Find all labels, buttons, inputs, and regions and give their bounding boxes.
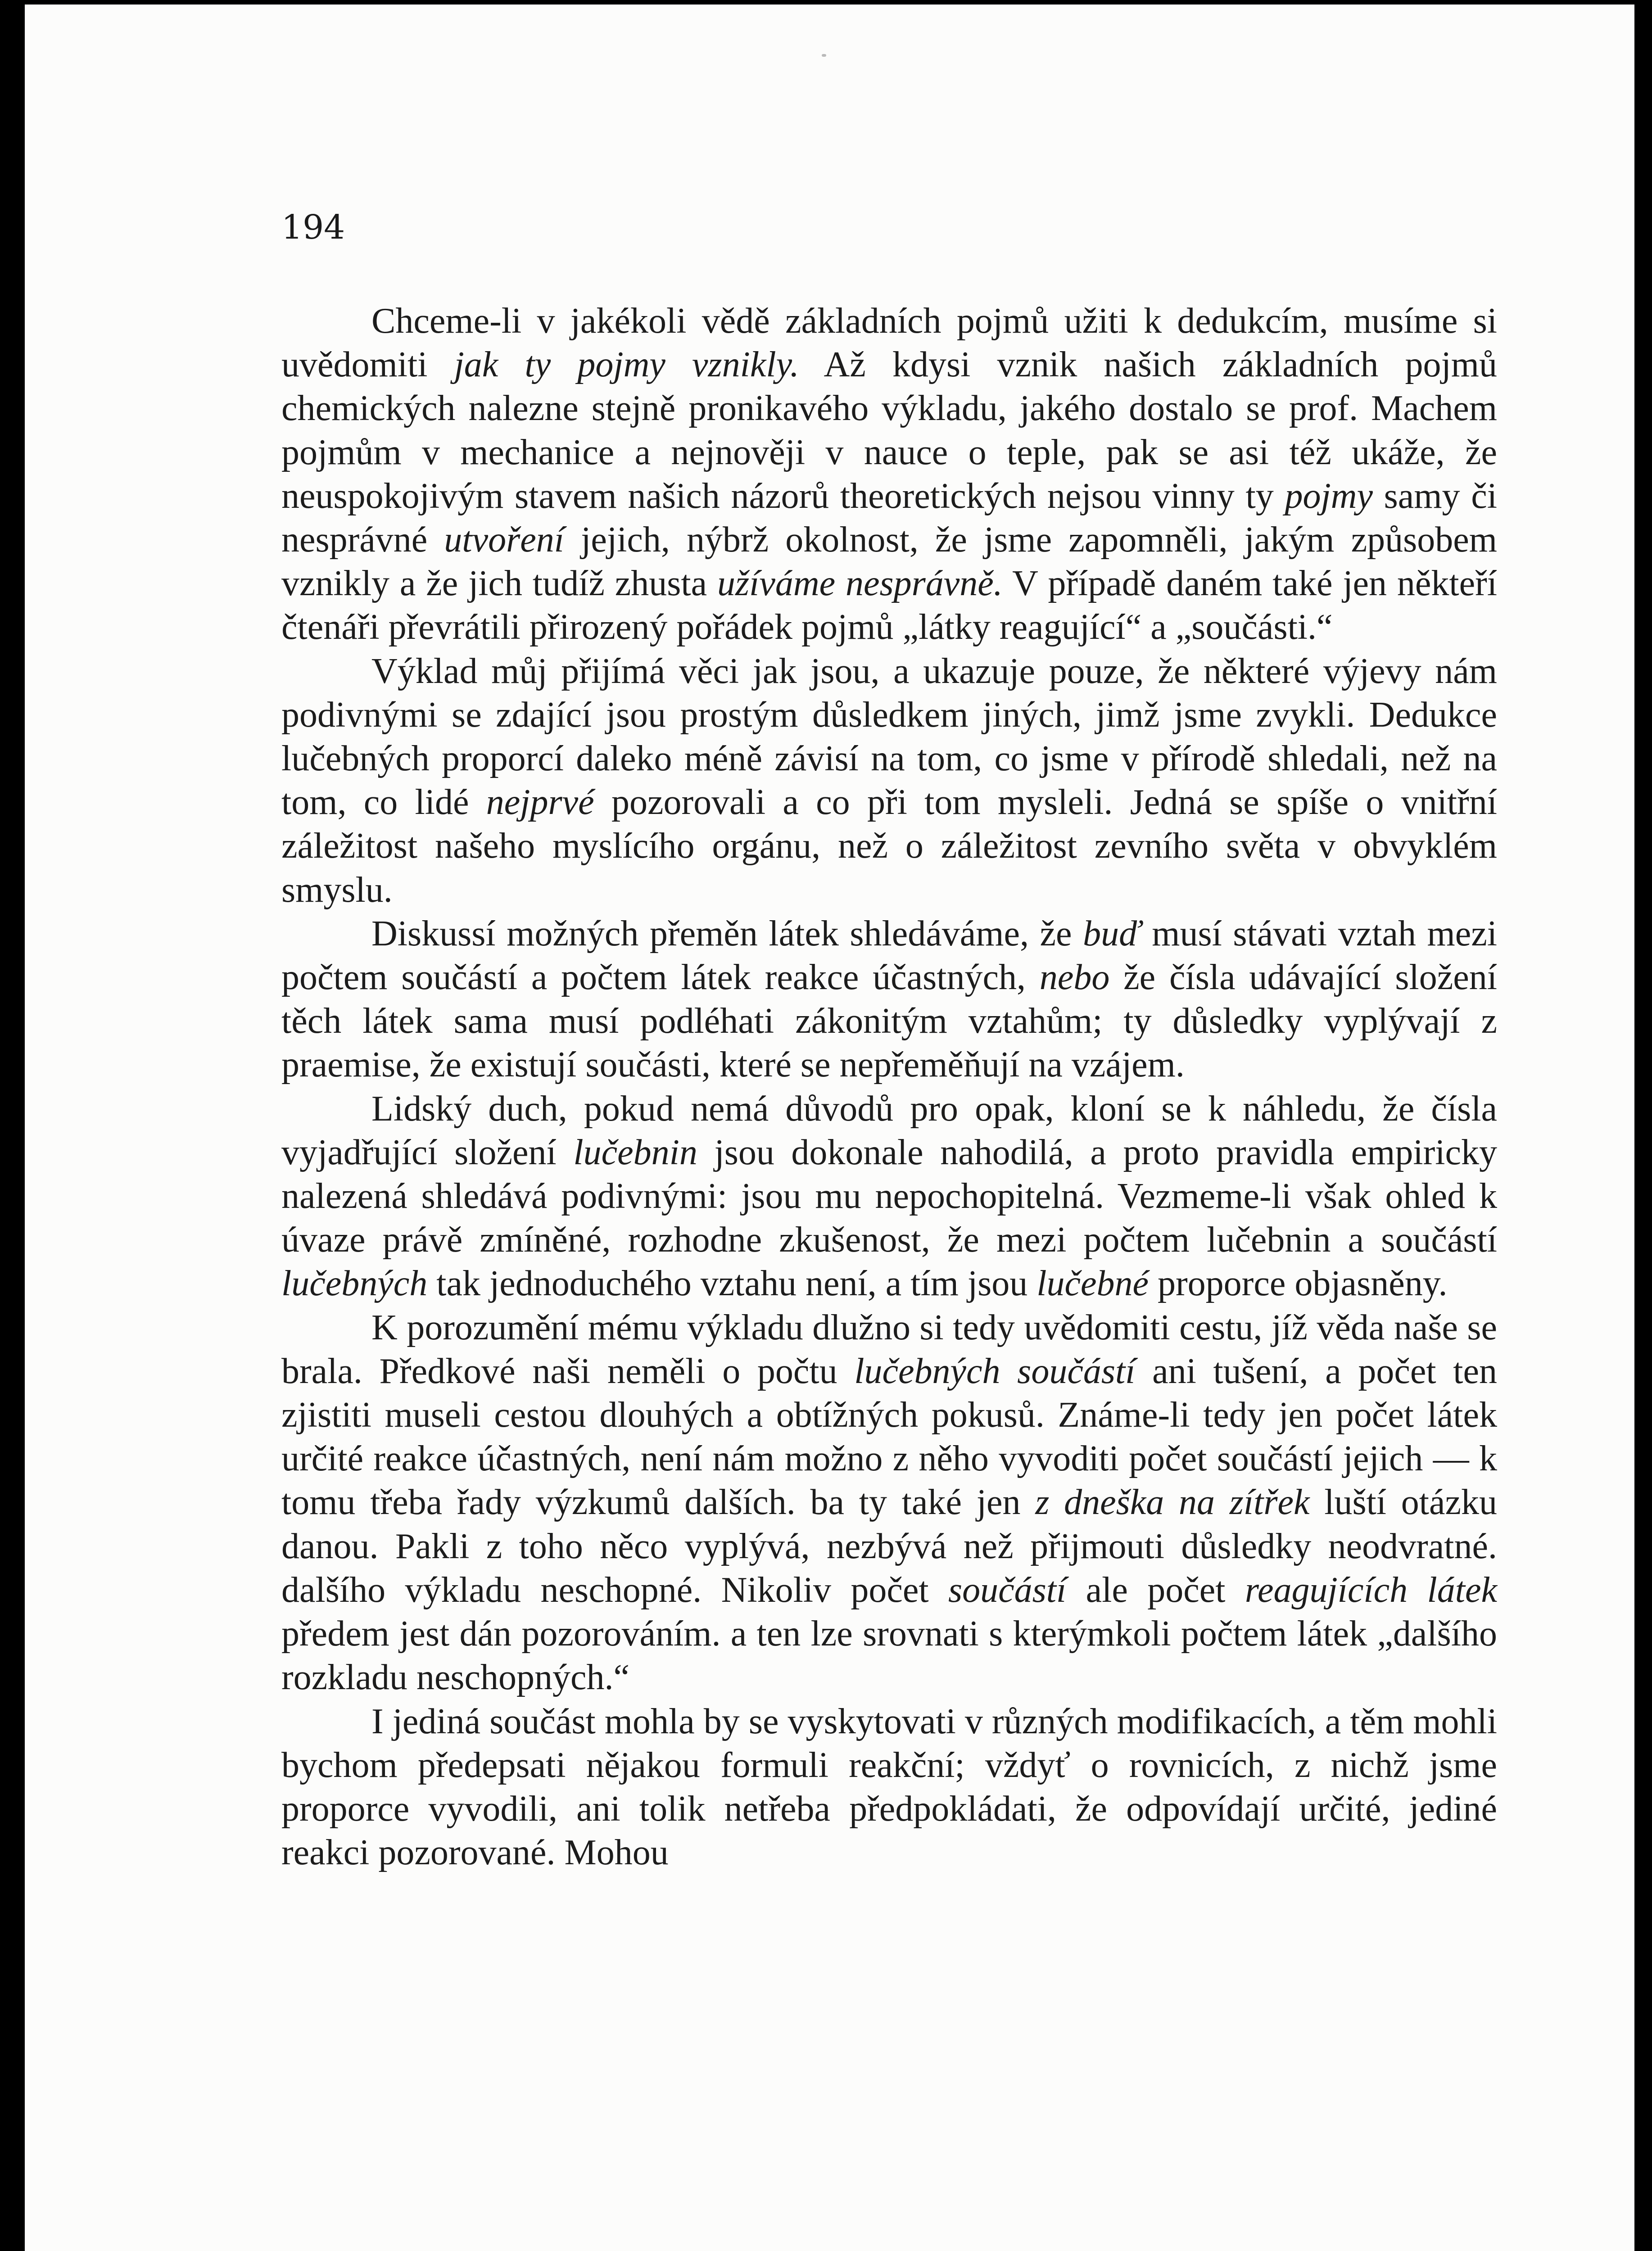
text-run: tak jednoduchého vztahu není, a tím jsou [427,1264,1037,1304]
text-run: luští otázku danou. Pakli z toho něco vyplývá, nezbývá než přijmouti důsledky neodvratné. dalšího výkladu neschopné. Nikoliv počet [281,1483,1498,1610]
text-run: Až kdysi vznik našich základních pojmů chemických nalezne stejně pronikavého výkladu, jakého dostalo se prof. Machem pojmům v mechanice a nejnověji v nauce o teple, pak se asi též ukáže, že neuspokojivým stavem našich názorů theoretických nejsou vinny ty [281,345,1497,516]
paragraph [281,1306,1497,1700]
text-run: Chceme-li v jakékoli vědě základních pojmů užiti k dedukcím, musíme si uvědomiti [281,301,1497,385]
text-run: ale počet [1066,1570,1245,1610]
scan-speck [822,54,826,57]
text-run: Diskussí možných přeměn látek shledáváme, že [371,913,1083,954]
page-number: 194 [281,208,345,247]
text-run: předem jest dán pozorováním. a ten lze srovnati s kterýmkoli počtem látek „dalšího rozkladu neschopných.“ [281,1614,1497,1698]
paragraph [281,1700,1497,1875]
emphasized-text: utvoření [444,520,565,560]
emphasized-text: reagujících látek [1245,1570,1498,1610]
emphasized-text: jak ty pojmy vznikly. [454,345,799,385]
emphasized-text: užíváme nesprávně. [717,564,1003,604]
paragraph [281,1087,1497,1306]
text-run: samy či nesprávné [281,476,1498,560]
paragraph [281,912,1497,1087]
text-run: jejich, nýbrž okolnost, že jsme zapomněli, jakým způsobem vznikly a že jich tudíž zhusta [281,520,1498,604]
paragraph [281,650,1497,912]
text-run: K porozumění mému výkladu dlužno si tedy uvědomiti cestu, jíž věda naše se brala. Předkové naši neměli o počtu [281,1307,1497,1391]
emphasized-text: buď [1083,913,1141,954]
text-run: Lidský duch, pokud nemá důvodů pro opak, kloní se k náhledu, že čísla vyjadřující složení [281,1089,1497,1172]
emphasized-text: z dneška na zítřek [1035,1483,1310,1523]
paragraph [281,299,1497,650]
text-run: proporce objasněny. [1149,1264,1448,1304]
text-run: V případě daném také jen někteří čtenáři převrátili přirozený pořádek pojmů „látky reagující“ a „součásti.“ [281,564,1498,647]
emphasized-text: pojmy [1285,476,1373,516]
emphasized-text: lučebných [281,1264,428,1304]
body-text [281,299,1497,1875]
emphasized-text: nebo [1039,958,1110,998]
emphasized-text: nejprvé [486,782,594,823]
text-run: že čísla udávající složení těch látek sama musí podléhati zákonitým vztahům; ty důsledky vyplývají z praemise, že existují součásti, které se nepřeměňují na vzájem. [281,958,1498,1085]
text-run: Výklad můj přijímá věci jak jsou, a ukazuje pouze, že některé výjevy nám podivnými se zdající jsou prostým důsledkem jiných, jimž jsme zvykli. Dedukce lučebných proporcí daleko méně závisí na tom, co jsme v přírodě shledali, než na tom, co lidé [281,651,1497,823]
text-run: musí stávati vztah mezi počtem součástí a počtem látek reakce účastných, [281,913,1497,998]
emphasized-text: lučebných součástí [854,1351,1136,1391]
emphasized-text: lučebnin [573,1132,697,1172]
text-run: I jediná součást mohla by se vyskytovati v různých modifikacích, a těm mohli bychom předepsati nějakou formuli reakční; vždyť o rovnicích, z nichž jsme proporce vyvodili, ani tolik netřeba předpokládati, že odpovídají určité, jediné reakci pozorované. Mohou [281,1701,1497,1873]
text-run: pozorovali a co při tom mysleli. Jedná se spíše o vnitřní záležitost našeho myslícího orgánu, než o záležitost zevního světa v obvyklém smyslu. [281,782,1497,910]
emphasized-text: součástí [948,1570,1067,1610]
text-run: ani tušení, a počet ten zjistiti museli cestou dlouhých a obtížných pokusů. Známe-li tedy jen počet látek určité reakce účastných, není nám možno z něho vyvoditi počet součástí jejich — k tomu třeba řady výzkumů dalších. ba ty také jen [281,1351,1497,1523]
text-run: jsou dokonale nahodilá, a proto pravidla empiricky nalezená shledává podivnými: jsou mu nepochopitelná. Vezmeme-li však ohled k úvaze právě zmíněné, rozhodne zkušenost, že mezi počtem lučebnin a součástí [281,1132,1498,1260]
emphasized-text: lučebné [1036,1264,1149,1304]
book-page [25,5,1634,2251]
